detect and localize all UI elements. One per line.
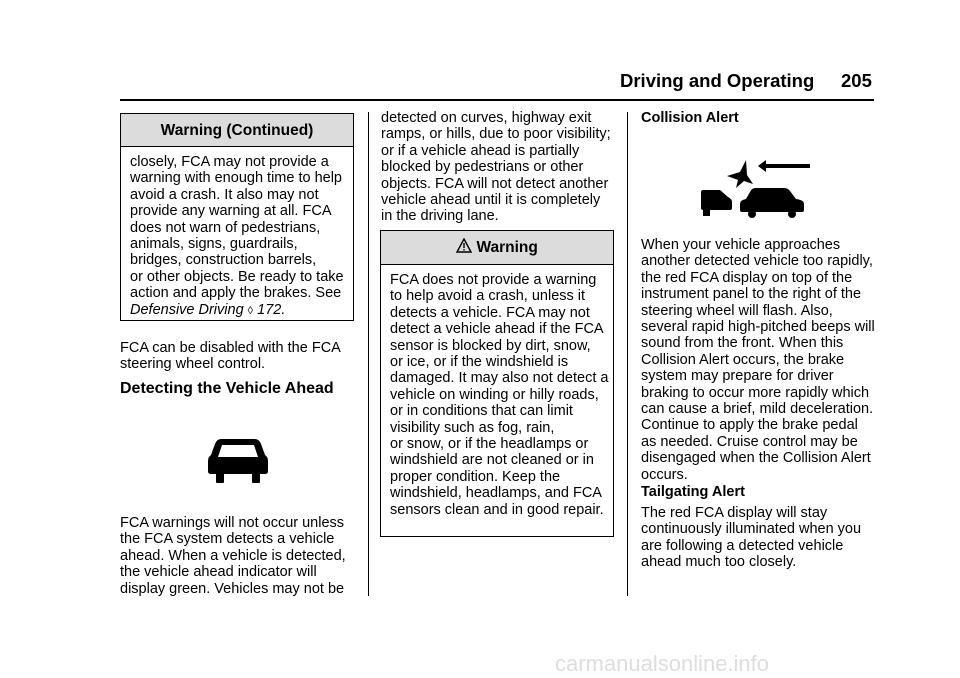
- paragraph-line: Collision Alert occurs, the brake: [641, 351, 845, 368]
- warning-line: to help avoid a crash, unless it: [390, 288, 586, 305]
- warning-line: sensor is blocked by dirt, snow,: [390, 337, 591, 354]
- warning-continued-title: Warning (Continued): [121, 114, 353, 147]
- paragraph-line: continuously illuminated when you: [641, 521, 862, 538]
- tailgating-alert-paragraph: [641, 505, 881, 571]
- paragraph-line: the FCA system detects a vehicle: [120, 531, 335, 548]
- paragraph-line: ahead. When a vehicle is detected,: [120, 547, 346, 564]
- warning-line: visibility such as fog, rain,: [390, 419, 555, 436]
- paragraph-line: occurs.: [641, 466, 688, 483]
- paragraph-line: steering wheel will flash. Also,: [641, 302, 833, 319]
- collision-alert-heading: Collision Alert: [641, 110, 739, 126]
- paragraph-line: vehicle ahead until it is completely: [381, 192, 601, 209]
- paragraph-line: system may prepare for driver: [641, 368, 834, 385]
- warning-line: animals, signs, guardrails,: [130, 236, 298, 253]
- column-divider-right: [627, 112, 628, 596]
- warning-continued-body: [130, 154, 352, 319]
- paragraph-line: Continue to apply the brake pedal: [641, 417, 858, 434]
- paragraph-line: or if a vehicle ahead is partially: [381, 142, 580, 159]
- paragraph-line: in the driving lane.: [381, 208, 499, 225]
- warning-box: [380, 230, 614, 537]
- warning-line: or snow, or if the headlamps or: [390, 436, 589, 453]
- paragraph-line: ramps, or hills, due to poor visibility;: [381, 126, 611, 143]
- paragraph-line: can cause a brief, mild deceleration.: [641, 401, 874, 418]
- warning-triangle-icon: [456, 238, 472, 253]
- xref-link[interactable]: Defensive Driving: [130, 301, 244, 318]
- warning-line: provide any warning at all. FCA: [130, 203, 332, 220]
- page-number: 205: [841, 70, 872, 91]
- warning-line: detects a vehicle. FCA may not: [390, 304, 590, 321]
- paragraph-line: sound from the front. When this: [641, 335, 844, 352]
- paragraph-line: detected on curves, highway exit: [381, 110, 592, 126]
- warning-line: windshield are not cleaned or in: [390, 452, 594, 469]
- warning-line: or ice, or if the windshield is: [390, 354, 569, 371]
- paragraph-line: objects. FCA will not detect another: [381, 175, 609, 192]
- warning-title: Warning: [476, 239, 538, 256]
- paragraph-line: disengaged when the Collision Alert: [641, 450, 871, 467]
- paragraph-line: FCA warnings will not occur unless: [120, 515, 345, 531]
- warning-line: sensors clean and in good repair.: [390, 501, 604, 518]
- section-title: Driving and Operating: [620, 70, 815, 91]
- collision-alert-icon: [700, 158, 812, 218]
- warning-line: or other objects. Be ready to take: [130, 268, 344, 285]
- paragraph-line: the vehicle ahead indicator will: [120, 564, 317, 581]
- warning-line: proper condition. Keep the: [390, 468, 561, 485]
- paragraph-line: as needed. Cruise control may be: [641, 433, 858, 450]
- warning-line: or in conditions that can limit: [390, 403, 573, 420]
- paragraph-line: When your vehicle approaches: [641, 237, 841, 253]
- warning-line: action and apply the brakes. See: [130, 285, 342, 302]
- paragraph-line: ahead much too closely.: [641, 554, 797, 571]
- warning-line: damaged. It may also not detect a: [390, 370, 609, 387]
- paragraph-line: FCA can be disabled with the FCA: [120, 340, 341, 356]
- header-rule: [120, 99, 874, 101]
- paragraph-line: braking to occur more rapidly which: [641, 384, 870, 401]
- xref-page[interactable]: 172.: [257, 301, 286, 318]
- warning-line: detect a vehicle ahead if the FCA: [390, 321, 604, 338]
- warning-line: avoid a crash. It also may not: [130, 186, 319, 203]
- warning-line: closely, FCA may not provide a: [130, 154, 329, 170]
- detection-limits-paragraph: [381, 110, 621, 225]
- paragraph-line: The red FCA display will stay: [641, 505, 828, 521]
- warning-line: FCA does not provide a warning: [390, 272, 597, 288]
- warning-line: warning with enough time to help: [130, 170, 342, 187]
- warning-continued-box: [120, 113, 354, 321]
- paragraph-line: blocked by pedestrians or other: [381, 159, 584, 176]
- warning-body: [390, 272, 612, 518]
- warning-line: vehicle on winding or hilly roads,: [390, 386, 599, 403]
- column-divider-left: [368, 112, 369, 596]
- watermark: carmanualsonline.info: [555, 651, 770, 676]
- paragraph-line: several rapid high-pitched beeps will: [641, 319, 875, 336]
- warning-title-bar: [381, 231, 613, 265]
- paragraph-line: are following a detected vehicle: [641, 537, 844, 554]
- paragraph-line: display green. Vehicles may not be: [120, 580, 345, 597]
- paragraph-line: steering wheel control.: [120, 356, 266, 373]
- warning-line: windshield, headlamps, and FCA: [390, 485, 602, 502]
- paragraph-line: another detected vehicle too rapidly,: [641, 253, 873, 270]
- paragraph-line: instrument panel to the right of the: [641, 286, 862, 303]
- detecting-vehicle-heading: Detecting the Vehicle Ahead: [120, 380, 334, 397]
- tailgating-alert-heading: Tailgating Alert: [641, 484, 745, 500]
- fca-disable-paragraph: [120, 340, 360, 373]
- paragraph-line: the red FCA display on top of the: [641, 269, 853, 286]
- collision-alert-paragraph: [641, 237, 881, 483]
- warning-line: does not warn of pedestrians,: [130, 219, 321, 236]
- vehicle-detect-paragraph: [120, 515, 360, 597]
- xref-arrow-icon: ◊: [247, 304, 254, 317]
- warning-xref-line: [130, 302, 352, 319]
- vehicle-ahead-icon: [207, 437, 269, 485]
- warning-line: bridges, construction barrels,: [130, 252, 317, 269]
